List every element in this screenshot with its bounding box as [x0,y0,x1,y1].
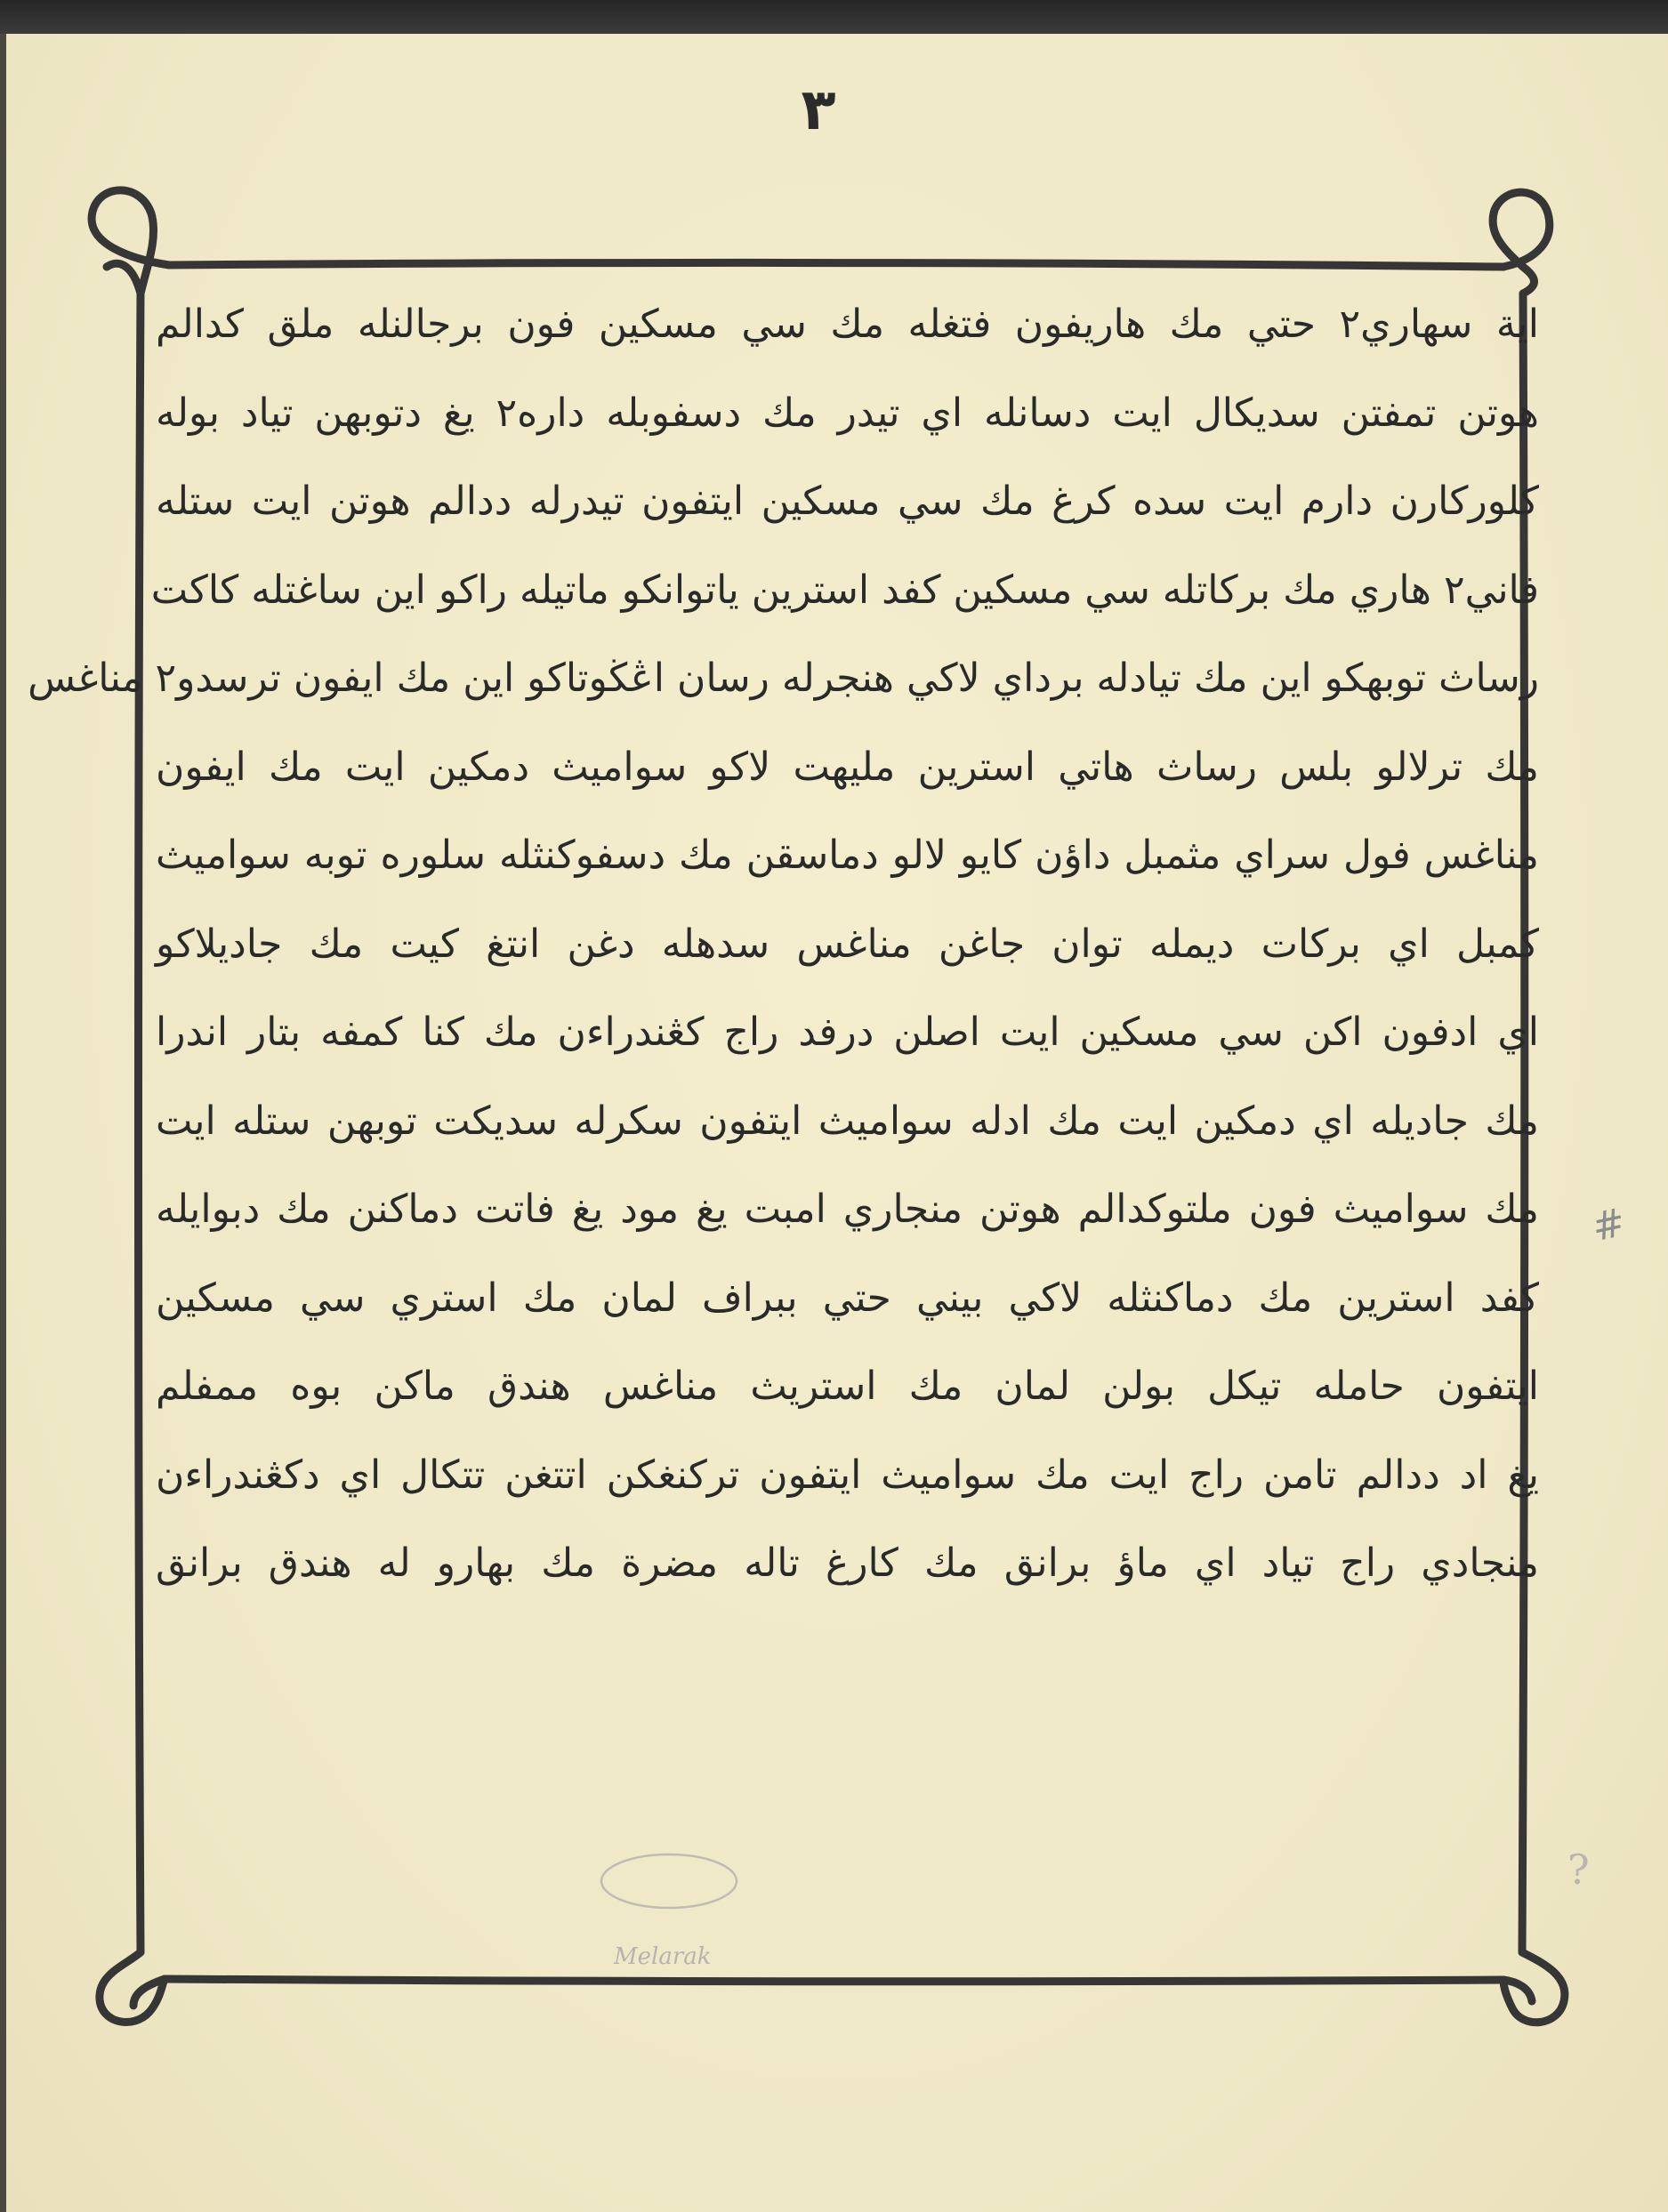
margin-hash-mark: # [1588,1199,1630,1251]
pencil-annotation: Melarak [614,1943,712,1970]
text-line: مك ترلالو بلس رساث هاتي استرين مليهت لاكو سواميث دمكين ايت مك ايفون [156,744,1539,790]
text-line: مناغس فول سراي مثمبل داؤن كايو لالو دماسقن مك دسفوكنثله سلوره توبه سواميث [156,833,1539,878]
text-line: هوتن تمفتن سديكال ايت دسانله اي تيدر مك دسفوبله داره٢ يغ دتوبهن تياد بوله [156,390,1539,436]
text-line: مك سواميث فون ملتوكدالم هوتن منجاري امبت يغ مود يغ فاتت دماكنن مك دبوايله [156,1186,1539,1232]
text-line: مك جاديله اي دمكين ايت مك ادله سواميث ايتفون سكرله سديكت توبهن ستله ايت [156,1098,1539,1144]
text-line: كفد استرين مك دماكنثله لاكي بيني حتي ببراف لمان مك استري سي مسكين [156,1275,1539,1321]
margin-question-mark: ? [1567,1846,1590,1894]
text-line: ايتفون حامله تيكل بولن لمان مك استريث مناغس هندق ماكن بوه ممفلم [156,1363,1539,1409]
text-line: رساث توبهكو اين مك تيادله برداي لاكي هنجرله رسان اڠڬوتاكو اين مك ايفون ترسدو٢ مناغس [28,656,1539,701]
text-line: كلوركارن دارم ايت سده كرغ مك سي مسكين ايتفون تيدرله ددالم هوتن ايت ستله [156,479,1539,524]
page-number: ٣ [801,77,836,143]
text-line: منجادي راج تياد اي ماؤ برانق مك كارغ تاله مضرة مك بهارو له هندق برانق [156,1540,1539,1586]
text-line: اي ادفون اكن سي مسكين ايت اصلن درفد راج كڠندراءن مك كنا كمفه بتار اندرا [156,1009,1539,1055]
text-line: يغ اد ددالم تامن راج ايت مك سواميث ايتفون تركنغكن اتتغن تتكال اي دكڠندراءن [156,1452,1539,1498]
text-line: فاني٢ هاري مك بركاتله سي مسكين كفد استرين ياتوانكو ماتيله راكو اين ساغتله كاكت [150,567,1539,613]
text-line: كمبل اي بركات ديمله توان جاغن مناغس سدهله دغن انتغ كيت مك جاديلاكو [156,921,1539,967]
text-line: اية سهاري٢ حتي مك هاريفون فتغله مك سي مسكين فون برجالنله ملق كدالم [156,302,1539,347]
